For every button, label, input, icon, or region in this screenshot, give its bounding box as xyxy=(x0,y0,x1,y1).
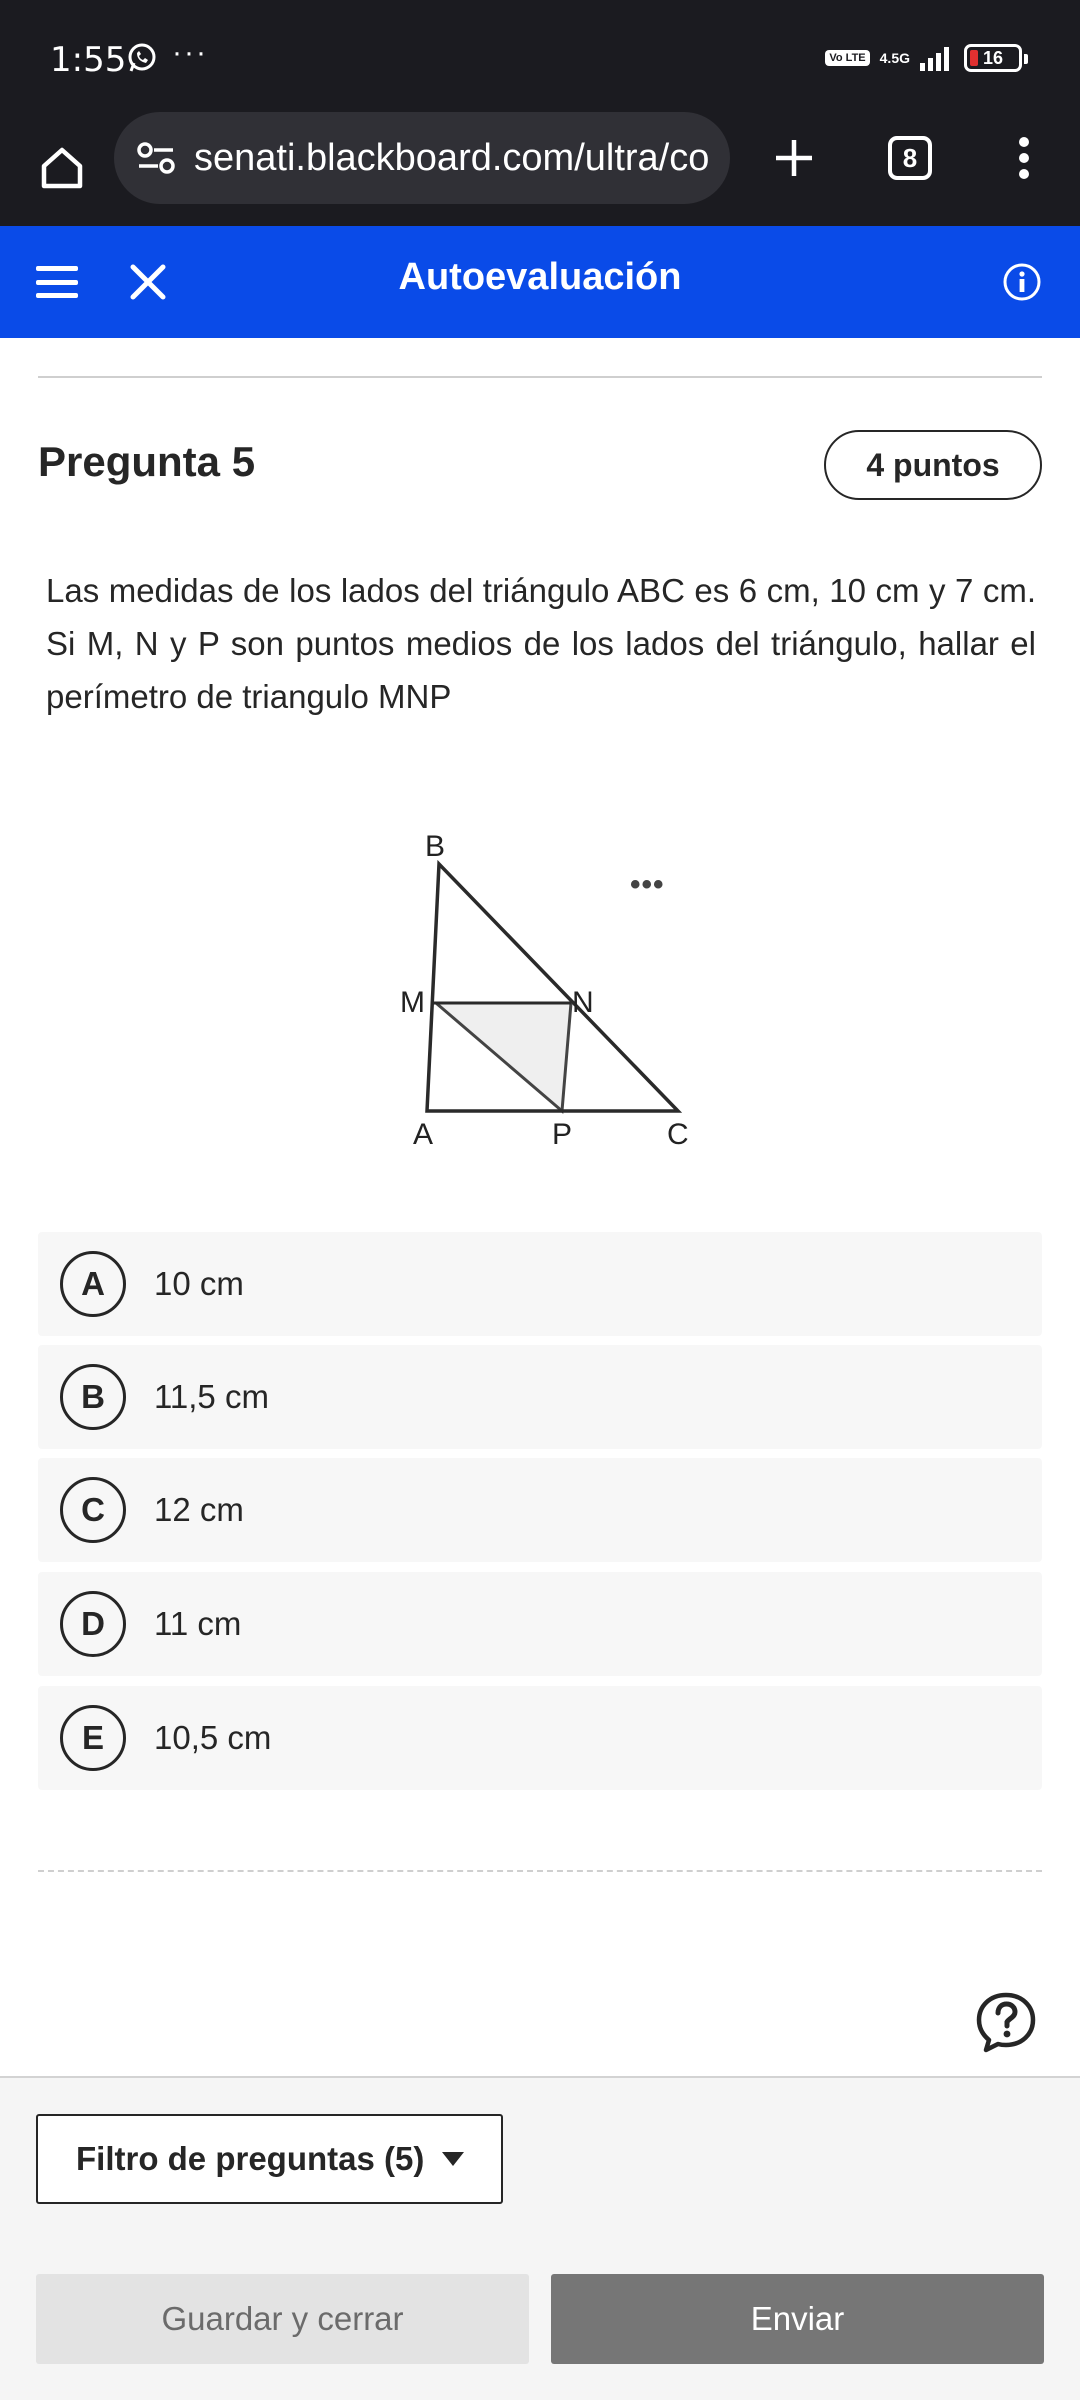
label-c: C xyxy=(667,1118,689,1151)
info-icon[interactable] xyxy=(1002,262,1042,302)
points-badge: 4 puntos xyxy=(824,430,1042,500)
divider xyxy=(38,376,1042,378)
home-icon xyxy=(38,144,86,192)
question-title: Pregunta 5 xyxy=(38,438,256,485)
notification-more-icon: ··· xyxy=(172,36,208,69)
option-c[interactable] xyxy=(38,1458,1042,1562)
question-text: Las medidas de los lados del triángulo ABC es 6 cm, 10 cm y 7 cm. Si M, N y P son puntos medios de los lados del triángulo, hallar el perímetro de triangulo MNP xyxy=(46,572,1036,715)
browser-menu-button[interactable] xyxy=(1004,130,1044,186)
option-text: 12 cm xyxy=(154,1491,244,1528)
site-settings-icon[interactable] xyxy=(132,134,180,182)
option-text: 11 cm xyxy=(154,1605,242,1642)
label-p: P xyxy=(552,1118,573,1151)
filter-label: Filtro de preguntas (5) xyxy=(76,2140,425,2177)
question-filter-dropdown[interactable] xyxy=(36,2114,503,2204)
label-n: N xyxy=(572,986,594,1019)
app-header xyxy=(0,226,1080,338)
label-a: A xyxy=(413,1118,434,1151)
new-tab-button[interactable] xyxy=(762,126,826,190)
label-b: B xyxy=(425,830,446,863)
save-and-close-button[interactable]: Guardar y cerrar xyxy=(36,2274,529,2364)
image-more-icon[interactable]: ••• xyxy=(630,868,665,901)
option-letter: E xyxy=(60,1705,126,1771)
submit-button[interactable]: Enviar xyxy=(551,2274,1044,2364)
option-letter: D xyxy=(60,1591,126,1657)
option-letter: B xyxy=(60,1364,126,1430)
option-a[interactable] xyxy=(38,1232,1042,1336)
option-text: 10 cm xyxy=(154,1265,244,1302)
option-d[interactable] xyxy=(38,1572,1042,1676)
plus-icon xyxy=(772,136,816,180)
caret-down-icon xyxy=(442,2152,464,2166)
option-text: 10,5 cm xyxy=(154,1719,272,1756)
option-text: 11,5 cm xyxy=(154,1378,269,1415)
status-bar xyxy=(0,0,1080,112)
option-b[interactable] xyxy=(38,1345,1042,1449)
option-e[interactable] xyxy=(38,1686,1042,1790)
whatsapp-icon xyxy=(126,42,158,79)
home-button[interactable] xyxy=(30,136,94,200)
status-time: 1:55 xyxy=(50,40,127,80)
more-vert-icon xyxy=(1018,136,1030,180)
browser-toolbar xyxy=(0,112,1080,226)
network-type: 4.5G xyxy=(879,50,910,66)
label-m: M xyxy=(400,986,425,1019)
tab-switcher-button[interactable]: 8 xyxy=(888,136,932,180)
option-letter: A xyxy=(60,1251,126,1317)
help-icon[interactable] xyxy=(974,1990,1038,2054)
address-bar[interactable] xyxy=(114,112,730,204)
status-indicators xyxy=(825,44,1022,72)
volte-icon: Vo LTE xyxy=(825,50,869,66)
triangle-mnp xyxy=(436,1003,571,1111)
divider xyxy=(38,1870,1042,1872)
signal-icon xyxy=(920,45,954,71)
option-letter: C xyxy=(60,1477,126,1543)
url-text: senati.blackboard.com/ultra/co xyxy=(194,136,710,179)
battery-icon: 16 xyxy=(964,44,1022,72)
page-title: Autoevaluación xyxy=(398,256,682,298)
